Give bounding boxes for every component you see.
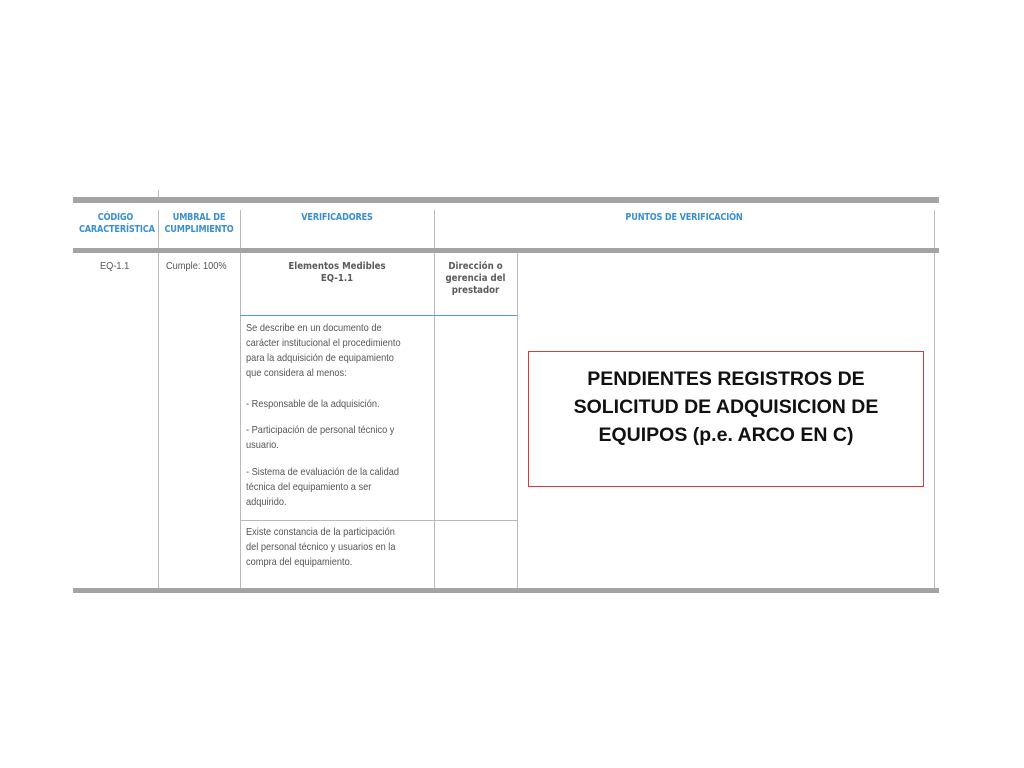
elementos-medibles-header <box>240 261 434 285</box>
requirement-item-line: - Responsable de la adquisición. <box>246 398 380 410</box>
body-sep-5 <box>934 253 935 588</box>
body-sep-1 <box>158 253 159 588</box>
requirement-item-line: - Participación de personal técnico y <box>246 424 395 436</box>
requirement-item-line: técnica del equipamiento a ser <box>246 481 372 493</box>
direccion-line3: prestador <box>451 285 500 296</box>
direccion-line2: gerencia del <box>445 273 506 284</box>
constancia-block <box>246 525 395 570</box>
header-umbral-line2: CUMPLIMIENTO <box>164 224 234 235</box>
row-code: EQ-1.1 <box>100 260 130 272</box>
pending-note-text <box>574 365 879 449</box>
table-bottom-rule <box>73 588 939 593</box>
row-threshold: Cumple: 100% <box>166 260 227 272</box>
header-codigo-line2: CARACTERÍSTICA <box>78 224 155 235</box>
constancia-line: del personal técnico y usuarios en la <box>246 541 396 553</box>
elementos-title-line1: Elementos Medibles <box>288 261 386 272</box>
constancia-line: compra del equipamiento. <box>246 556 353 568</box>
constancia-line: Existe constancia de la participación <box>246 526 395 538</box>
pending-note-box <box>528 351 924 487</box>
header-verificadores <box>240 212 434 224</box>
description-line: que considera al menos: <box>246 367 347 379</box>
header-codigo <box>73 212 158 236</box>
requirement-item-line: usuario. <box>246 439 279 451</box>
elementos-title-line2: EQ-1.1 <box>320 273 354 284</box>
header-puntos-label: PUNTOS DE VERIFICACIÓN <box>625 212 743 223</box>
requirement-item-1 <box>246 397 380 412</box>
note-line: PENDIENTES REGISTROS DE <box>587 368 865 390</box>
requirement-item-2 <box>246 423 394 453</box>
header-codigo-line1: CÓDIGO <box>97 212 134 223</box>
constancia-divider <box>240 520 517 521</box>
elementos-underline <box>240 315 517 316</box>
direccion-line1: Dirección o <box>448 261 503 272</box>
requirement-item-line: adquirido. <box>246 496 287 508</box>
description-line: Se describe en un documento de <box>246 322 382 334</box>
header-umbral <box>158 212 240 236</box>
note-line: SOLICITUD DE ADQUISICION DE <box>573 396 879 418</box>
header-puntos <box>434 212 934 224</box>
direccion-header <box>434 261 517 297</box>
description-block <box>246 321 401 381</box>
description-line: para la adquisición de equipamiento <box>246 352 394 364</box>
body-sep-4 <box>517 253 518 588</box>
header-rule <box>73 248 939 253</box>
hdr-sep-4 <box>934 210 935 248</box>
note-line: EQUIPOS (p.e. ARCO EN C) <box>598 424 854 446</box>
body-sep-2 <box>240 253 241 588</box>
header-umbral-line1: UMBRAL DE <box>172 212 226 223</box>
table-top-rule <box>73 197 939 203</box>
requirement-item-3 <box>246 465 399 510</box>
requirement-item-line: - Sistema de evaluación de la calidad <box>246 466 400 478</box>
description-line: carácter institucional el procedimiento <box>246 337 401 349</box>
header-verificadores-label: VERIFICADORES <box>301 212 373 223</box>
body-sep-3 <box>434 253 435 588</box>
